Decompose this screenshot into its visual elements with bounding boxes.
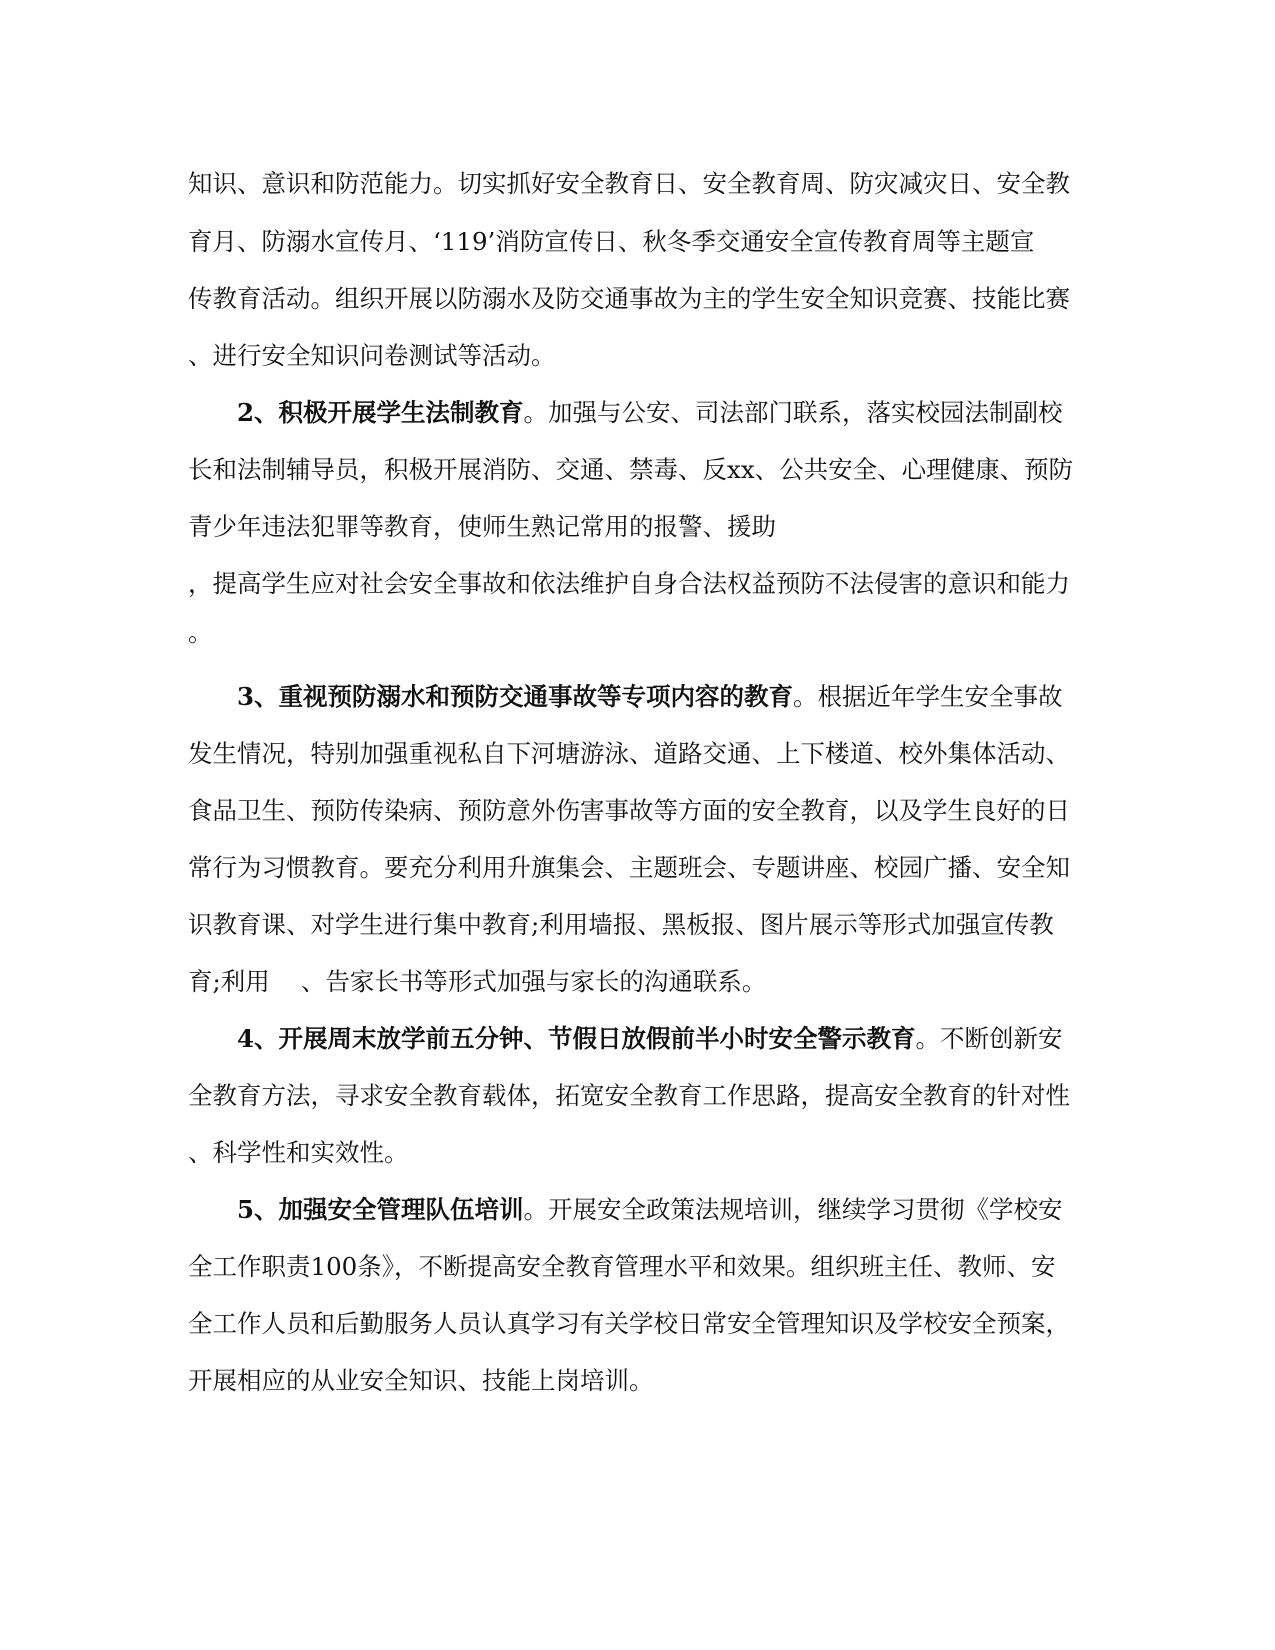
text-line: 、科学性和实效性。 [188,1138,409,1167]
paragraph-first-line [237,1194,1063,1226]
text-line: 识教育课、对学生进行集中教育;利用墙报、黑板报、图片展示等形式加强宣传教 [188,910,1054,939]
text-line: 、进行安全知识问卷测试等活动。 [188,341,556,370]
text-line: 开展相应的从业安全知识、技能上岗培训。 [188,1366,654,1395]
text-line: 知识、意识和防范能力。切实抓好安全教育日、安全教育周、防灾减灾日、安全教 [188,169,1070,198]
paragraph-first-line [237,397,1063,429]
text-line: 全工作职责100条》，不断提高安全教育管理水平和效果。组织班主任、教师、安 [188,1252,1056,1281]
text-line: 全工作人员和后勤服务人员认真学习有关学校日常安全管理知识及学校安全预案， [188,1309,1070,1338]
text-line: 。 [188,618,213,647]
text-span: 。根据近年学生安全事故 [793,682,1063,711]
text-line: 食品卫生、预防传染病、预防意外伤害事故等方面的安全教育，以及学生良好的日 [188,796,1070,825]
section-heading: 3、重视预防溺水和预防交通事故等专项内容的教育 [237,682,794,711]
text-line: ，提高学生应对社会安全事故和依法维护自身合法权益预防不法侵害的意识和能力 [188,569,1070,598]
text-line: 常行为习惯教育。要充分利用升旗集会、主题班会、专题讲座、校园广播、安全知 [188,853,1070,882]
text-span: 。不断创新安 [915,1024,1063,1053]
text-line: 传教育活动。组织开展以防溺水及防交通事故为主的学生安全知识竞赛、技能比赛 [188,284,1070,313]
section-heading: 2、积极开展学生法制教育 [237,398,524,427]
text-line: 全教育方法，寻求安全教育载体，拓宽安全教育工作思路，提高安全教育的针对性 [188,1081,1070,1110]
text-line: 育月、防溺水宣传月、‘119’消防宣传日、秋冬季交通安全宣传教育周等主题宣 [188,227,1035,256]
text-line: 长和法制辅导员，积极开展消防、交通、禁毒、反xx、公共安全、心理健康、预防 [188,455,1074,484]
section-heading: 5、加强安全管理队伍培训 [237,1195,524,1224]
section-heading: 4、开展周末放学前五分钟、节假日放假前半小时安全警示教育 [237,1024,916,1053]
text-span: 。开展安全政策法规培训，继续学习贯彻《学校安 [523,1195,1063,1224]
text-span: 。加强与公安、司法部门联系，落实校园法制副校 [523,398,1063,427]
text-line: 发生情况，特别加强重视私自下河塘游泳、道路交通、上下楼道、校外集体活动、 [188,739,1070,768]
paragraph-first-line [237,1023,1063,1055]
paragraph-first-line [237,681,1063,713]
text-line: 育;利用 、告家长书等形式加强与家长的沟通联系。 [188,967,767,996]
text-line: 青少年违法犯罪等教育，使师生熟记常用的报警、援助 [188,512,776,541]
